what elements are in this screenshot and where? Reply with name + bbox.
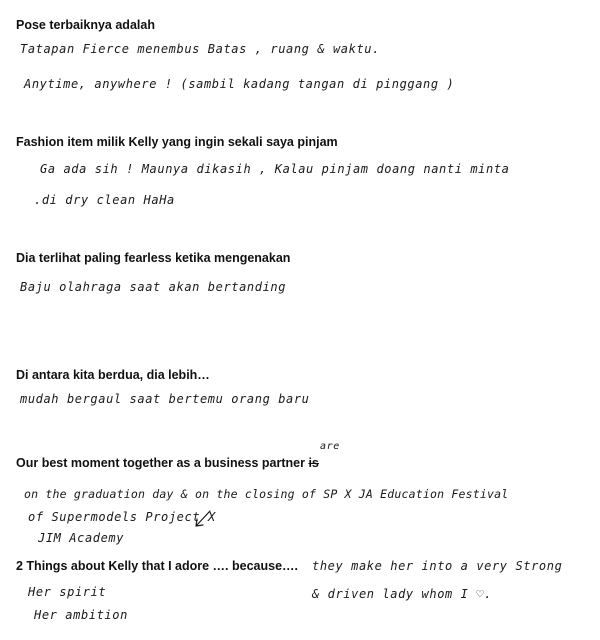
insert-correction-are: are (320, 441, 340, 452)
answer-adore-item-1: Her spirit (28, 585, 107, 599)
arrow-icon (192, 508, 214, 530)
struck-word-is: is (308, 456, 319, 470)
question-best-moment-start: Our best moment (16, 456, 120, 470)
answer-best-moment-line-3: JIM Academy (38, 531, 125, 545)
answer-pose-line-2: Anytime, anywhere ! (sambil kadang tangan di pinggang ) (24, 77, 455, 91)
question-fashion-item: Fashion item milik Kelly yang ingin sekali saya pinjam (16, 135, 338, 149)
answer-fearless-line-1: Baju olahraga saat akan bertanding (20, 280, 287, 294)
answer-fashion-line-2: .di dry clean HaHa (34, 193, 175, 207)
answer-between-us-line-1: mudah bergaul saat bertemu orang baru (20, 392, 310, 406)
question-between-us: Di antara kita berdua, dia lebih… (16, 368, 210, 382)
answer-adore-item-2: Her ambition (34, 608, 128, 622)
question-fearless: Dia terlihat paling fearless ketika mengenakan (16, 251, 291, 265)
question-best-moment-middle: together as a business partner (119, 456, 309, 470)
answer-adore-reason-line-1: they make her into a very Strong (312, 559, 563, 573)
question-best-moment (16, 456, 319, 470)
answer-best-moment-line-2: of Supermodels Project X (28, 510, 216, 524)
answer-pose-line-1: Tatapan Fierce menembus Batas , ruang & waktu. (20, 42, 380, 56)
answer-best-moment-line-1: on the graduation day & on the closing of SP X JA Education Festival (24, 487, 509, 501)
question-things-adore: 2 Things about Kelly that I adore …. because…. (16, 559, 299, 573)
question-pose: Pose terbaiknya adalah (16, 18, 155, 32)
answer-adore-reason-line-2: & driven lady whom I ♡. (312, 587, 492, 601)
answer-fashion-line-1: Ga ada sih ! Maunya dikasih , Kalau pinjam doang nanti minta (40, 162, 510, 176)
